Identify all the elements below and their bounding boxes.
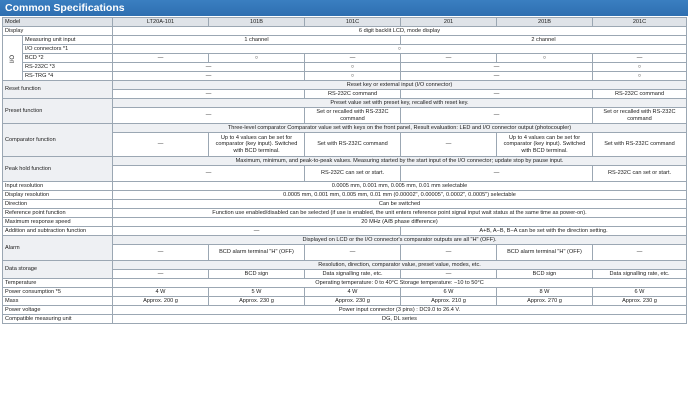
cell: — xyxy=(593,245,687,261)
cell: RS-232C can set or start. xyxy=(305,166,401,182)
row-rstrg xyxy=(3,72,687,81)
row-input-resolution xyxy=(3,182,687,191)
cell: 2 channel xyxy=(401,36,687,45)
cell: 4 W xyxy=(113,288,209,297)
cell: 8 W xyxy=(497,288,593,297)
row-direction xyxy=(3,200,687,209)
cell: Up to 4 values can be set for comparator (key input). Switched with BCD terminal. xyxy=(209,133,305,157)
cell: Approx. 230 g xyxy=(209,297,305,306)
row-label: Reference point function xyxy=(3,209,113,218)
cell: — xyxy=(401,270,497,279)
row-label: Power voltage xyxy=(3,306,113,315)
row-label: Power consumption *5 xyxy=(3,288,113,297)
row-bcd xyxy=(3,54,687,63)
cell: 4 W xyxy=(305,288,401,297)
cell: Approx. 230 g xyxy=(593,297,687,306)
cell: Displayed on LCD or the I/O connector's comparator outputs are all "H" (OFF). xyxy=(113,236,687,245)
cell: — xyxy=(401,133,497,157)
row-measuring-unit xyxy=(3,36,687,45)
cell: ○ xyxy=(305,72,401,81)
cell: 6 W xyxy=(401,288,497,297)
row-power xyxy=(3,288,687,297)
cell: 0.0005 mm, 0.001 mm, 0.005 mm, 0.01 mm selectable xyxy=(113,182,687,191)
cell: 5 W xyxy=(209,288,305,297)
row-label: Input resolution xyxy=(3,182,113,191)
row-mass xyxy=(3,297,687,306)
cell: — xyxy=(113,245,209,261)
row-display-resolution xyxy=(3,191,687,200)
cell: — xyxy=(113,133,209,157)
cell: ○ xyxy=(593,72,687,81)
cell: Operating temperature: 0 to 40°C Storage temperature: −10 to 50°C xyxy=(113,279,687,288)
cell: — xyxy=(401,108,593,124)
cell: — xyxy=(401,63,593,72)
row-label: Display resolution xyxy=(3,191,113,200)
row-peak xyxy=(3,157,687,166)
row-label: Compatible measuring unit xyxy=(3,315,113,324)
row-response xyxy=(3,218,687,227)
cell: — xyxy=(401,166,593,182)
row-addition xyxy=(3,227,687,236)
cell: — xyxy=(113,72,305,81)
cell: Three-level comparator Comparator value set with keys on the front panel, Result evaluation: LED and I/O connector output (photocoupler) xyxy=(113,124,687,133)
cell: — xyxy=(401,72,593,81)
cell: Reset key or external input (I/O connector) xyxy=(113,81,687,90)
row-temperature xyxy=(3,279,687,288)
row-label: Display xyxy=(3,27,113,36)
cell: 6 W xyxy=(593,288,687,297)
cell: RS-232C can set or start. xyxy=(593,166,687,182)
row-label: I/O connectors *1 xyxy=(23,45,113,54)
cell: 0.0005 mm, 0.001 mm, 0.005 mm, 0.01 mm (0.00002", 0.00005", 0.0002", 0.0005") selectable xyxy=(113,191,687,200)
cell: — xyxy=(401,90,593,99)
cell: Data signalling rate, etc. xyxy=(593,270,687,279)
cell: — xyxy=(113,227,401,236)
row-label: Temperature xyxy=(3,279,113,288)
row-label: Mass xyxy=(3,297,113,306)
cell: RS-232C command xyxy=(305,90,401,99)
row-label: Maximum response speed xyxy=(3,218,113,227)
cell: — xyxy=(305,245,401,261)
cell: ○ xyxy=(209,54,305,63)
row-alarm xyxy=(3,236,687,245)
cell: — xyxy=(113,270,209,279)
cell: 1 channel xyxy=(113,36,401,45)
cell: Can be switched xyxy=(113,200,687,209)
row-reference xyxy=(3,209,687,218)
cell: 20 MHz (A/B phase difference) xyxy=(113,218,687,227)
cell: BCD sign xyxy=(209,270,305,279)
cell: Approx. 270 g xyxy=(497,297,593,306)
cell: Power input connector (3 pins) : DC9.0 to 26.4 V. xyxy=(113,306,687,315)
cell: — xyxy=(113,63,305,72)
section-title: Common Specifications xyxy=(0,0,688,16)
row-io-connectors xyxy=(3,45,687,54)
cell: ○ xyxy=(593,63,687,72)
cell: RS-232C command xyxy=(593,90,687,99)
header-col: 101B xyxy=(209,18,305,27)
row-preset xyxy=(3,99,687,108)
row-label: Measuring unit input xyxy=(23,36,113,45)
row-display xyxy=(3,27,687,36)
header-row xyxy=(3,18,687,27)
cell: Resolution, direction, comparator value, preset value, modes, etc. xyxy=(113,261,687,270)
cell: ○ xyxy=(305,63,401,72)
io-group-label: I/O xyxy=(3,36,23,81)
cell: BCD alarm terminal "H" (OFF) xyxy=(209,245,305,261)
cell: ○ xyxy=(497,54,593,63)
cell: — xyxy=(401,54,497,63)
cell: — xyxy=(113,90,305,99)
row-storage xyxy=(3,261,687,270)
row-label: Preset function xyxy=(3,99,113,124)
cell: Function use enabled/disabled can be selected (if use is enabled, the unit enters reference point signal input wait status at the same time as power-on). xyxy=(113,209,687,218)
cell: Set with RS-232C command xyxy=(593,133,687,157)
cell: — xyxy=(113,166,305,182)
cell: — xyxy=(305,54,401,63)
cell: Data signalling rate, etc. xyxy=(305,270,401,279)
row-label: Direction xyxy=(3,200,113,209)
row-label: Alarm xyxy=(3,236,113,261)
cell: 6 digit backlit LCD, mode display xyxy=(113,27,687,36)
row-label: RS-232C *3 xyxy=(23,63,113,72)
cell: Set or recalled with RS-232C command xyxy=(305,108,401,124)
cell: ○ xyxy=(113,45,687,54)
cell: — xyxy=(113,108,305,124)
row-label: Reset function xyxy=(3,81,113,99)
spec-table xyxy=(2,17,687,324)
cell: DG, DL series xyxy=(113,315,687,324)
row-label: Data storage xyxy=(3,261,113,279)
header-col: 201 xyxy=(401,18,497,27)
row-label: Peak hold function xyxy=(3,157,113,182)
cell: — xyxy=(593,54,687,63)
cell: Set with RS-232C command xyxy=(305,133,401,157)
cell: BCD alarm terminal "H" (OFF) xyxy=(497,245,593,261)
row-label: Comparator function xyxy=(3,124,113,157)
header-model: Model xyxy=(3,18,113,27)
cell: Approx. 200 g xyxy=(113,297,209,306)
cell: A+B, A−B, B−A can be set with the direction setting. xyxy=(401,227,687,236)
header-col: 201B xyxy=(497,18,593,27)
cell: — xyxy=(401,245,497,261)
row-label: BCD *2 xyxy=(23,54,113,63)
header-col: 201C xyxy=(593,18,687,27)
cell: Set or recalled with RS-232C command xyxy=(593,108,687,124)
row-voltage xyxy=(3,306,687,315)
cell: — xyxy=(113,54,209,63)
cell: Up to 4 values can be set for comparator (key input). Switched with BCD terminal. xyxy=(497,133,593,157)
cell: Preset value set with preset key, recalled with reset key. xyxy=(113,99,687,108)
row-label: RS-TRG *4 xyxy=(23,72,113,81)
cell: Approx. 210 g xyxy=(401,297,497,306)
cell: Approx. 230 g xyxy=(305,297,401,306)
header-col: 101C xyxy=(305,18,401,27)
cell: Maximum, minimum, and peak-to-peak values. Measuring started by the start input of the I/O connector; update stop by pause input. xyxy=(113,157,687,166)
row-comparator xyxy=(3,124,687,133)
row-reset xyxy=(3,81,687,90)
row-rs232c xyxy=(3,63,687,72)
cell: BCD sign xyxy=(497,270,593,279)
header-col: LT20A-101 xyxy=(113,18,209,27)
row-compatible xyxy=(3,315,687,324)
row-label: Addition and subtraction function xyxy=(3,227,113,236)
